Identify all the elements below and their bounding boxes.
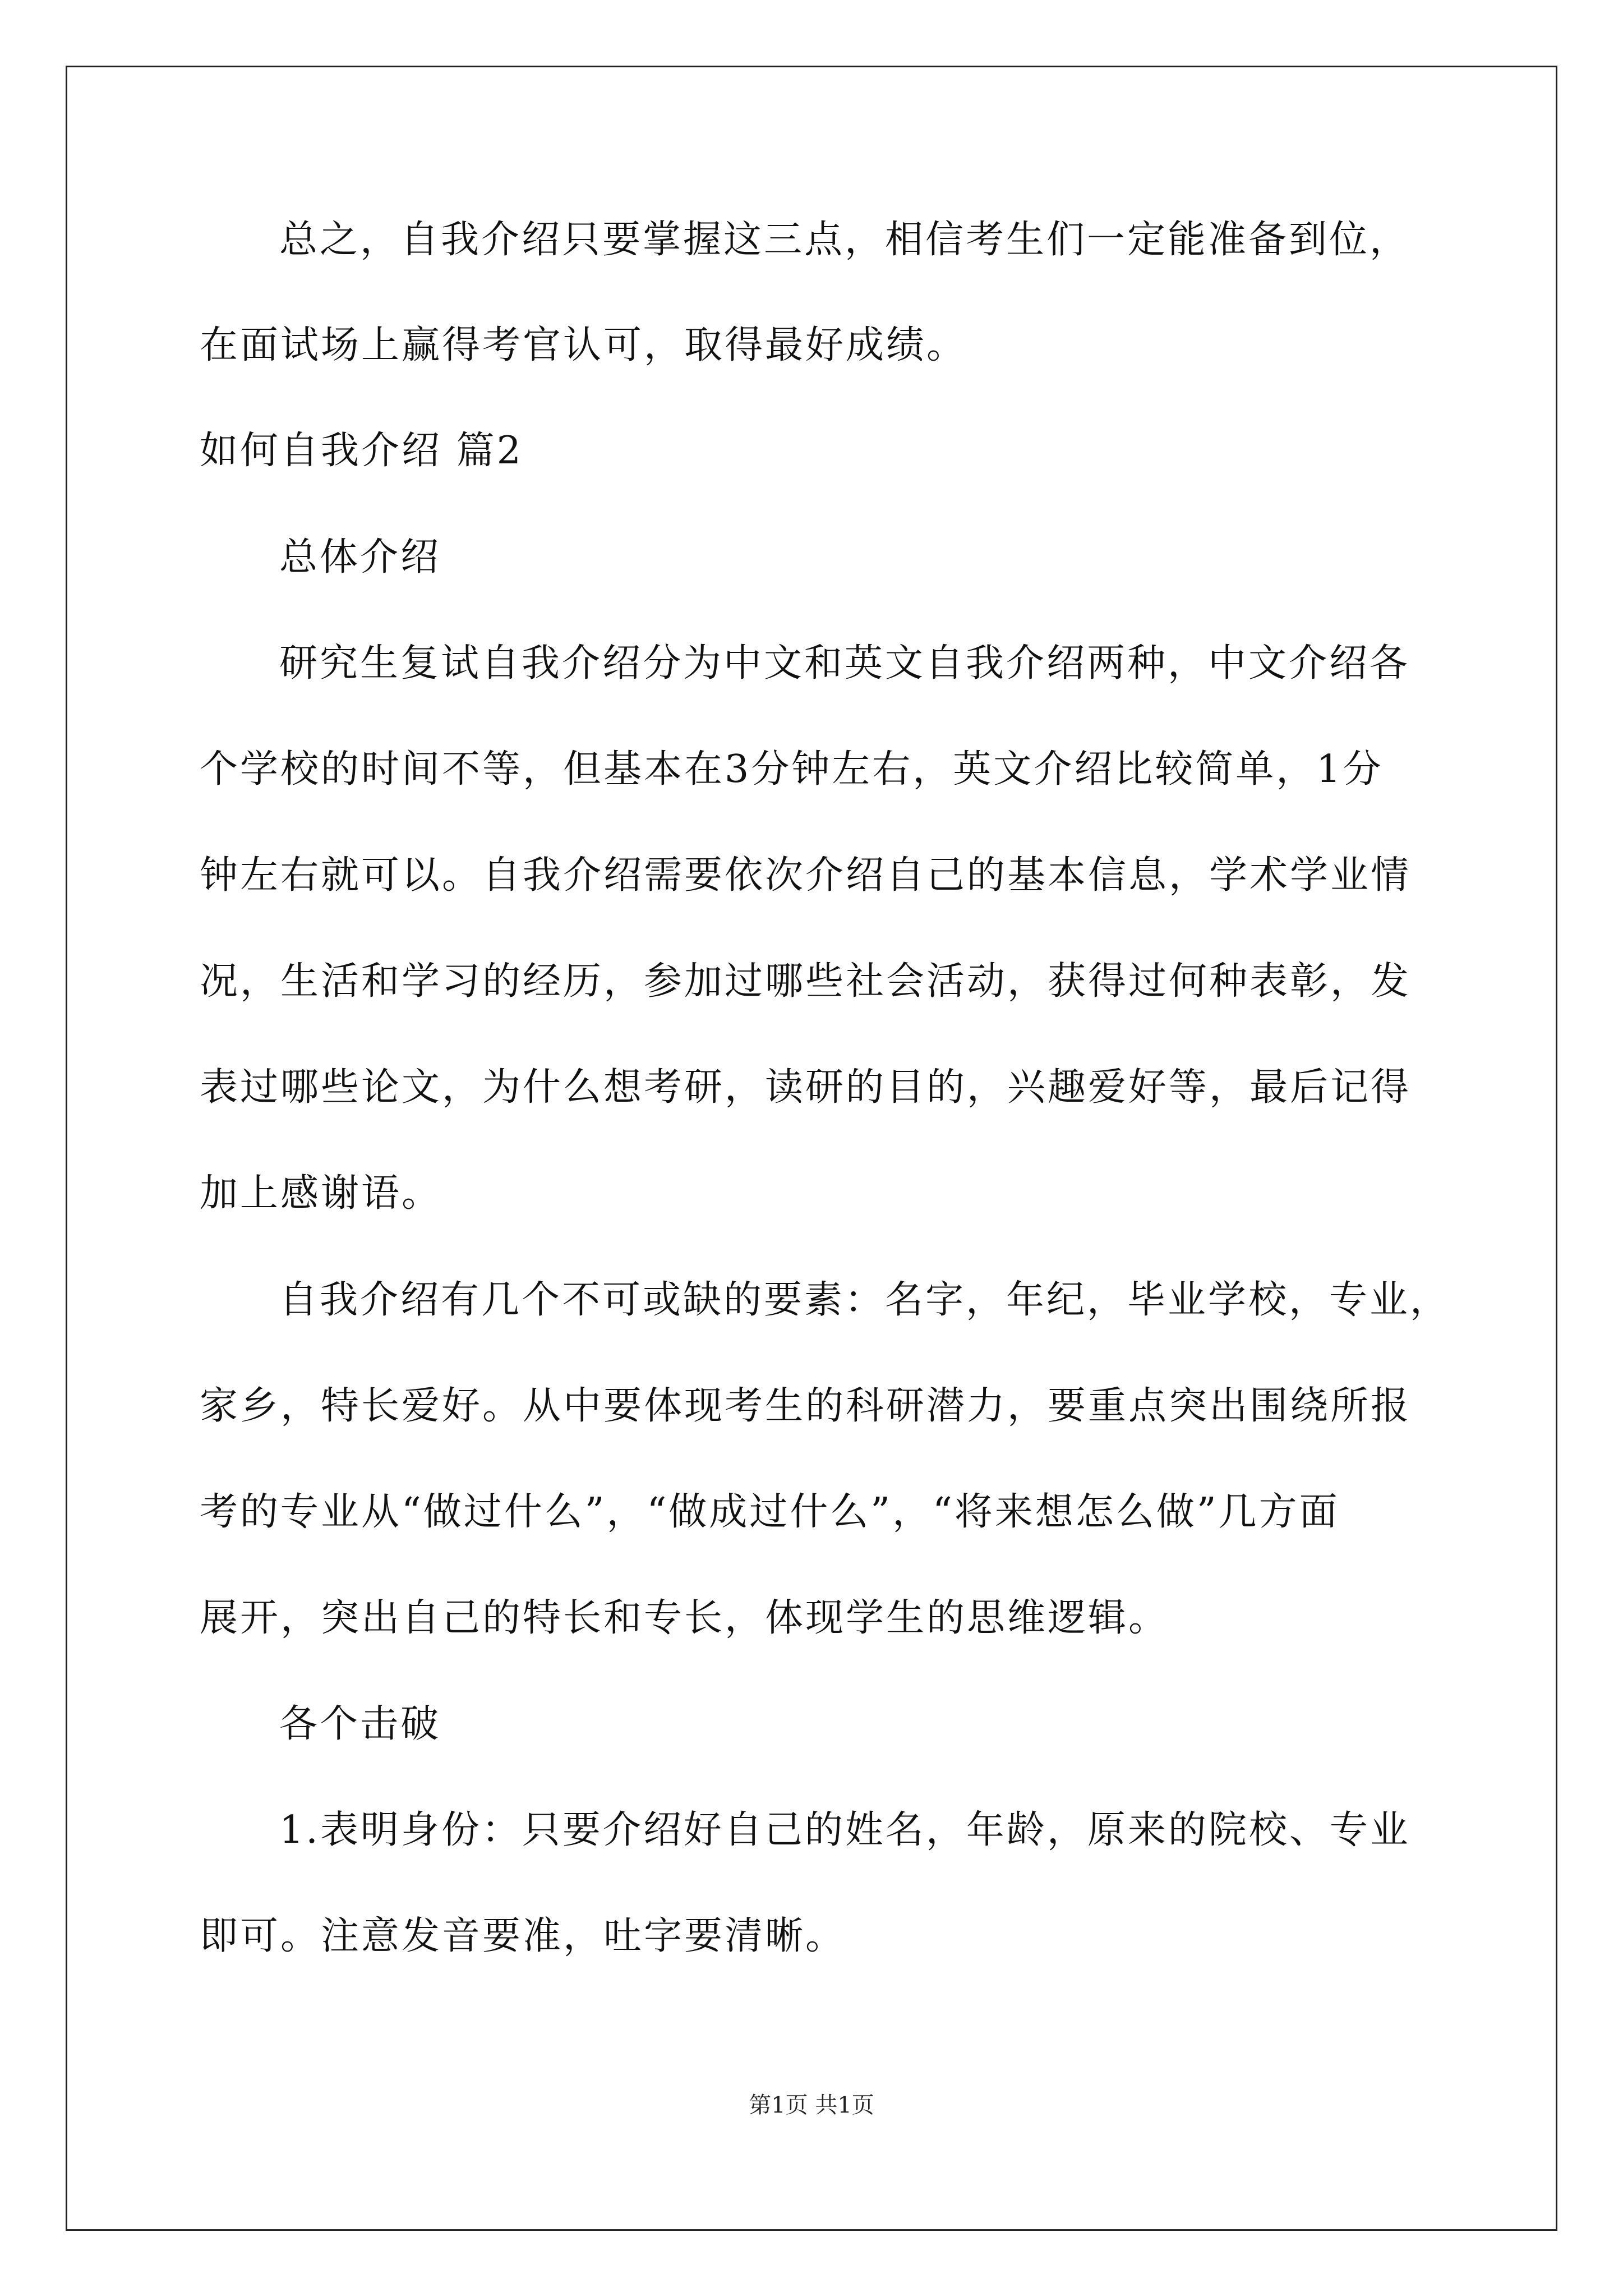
paragraph-line: 研究生复试自我介绍分为中文和英文自我介绍两种，中文介绍各 [279,641,1410,685]
page-number: 第1页 共1页 [749,2092,874,2118]
section-heading: 如何自我介绍 篇2 [200,429,523,473]
paragraph-line: 总之，自我介绍只要掌握这三点，相信考生们一定能准备到位， [279,218,1410,262]
paragraph-line: 自我介绍有几个不可或缺的要素：名字，年纪，毕业学校，专业， [279,1278,1451,1322]
paragraph-line: 表过哪些论文，为什么想考研，读研的目的，兴趣爱好等，最后记得 [200,1065,1412,1110]
subheading: 总体介绍 [279,535,441,579]
paragraph-line: 况，生活和学习的经历，参加过哪些社会活动，获得过何种表彰，发 [200,959,1412,1004]
paragraph-line: 家乡，特长爱好。从中要体现考生的科研潜力，要重点突出围绕所报 [200,1384,1412,1428]
subheading: 各个击破 [279,1702,441,1746]
paragraph-line: 1.表明身份：只要介绍好自己的姓名，年龄，原来的院校、专业 [279,1808,1410,1852]
paragraph-line: 加上感谢语。 [200,1171,442,1216]
paragraph-line: 钟左右就可以。自我介绍需要依次介绍自己的基本信息，学术学业情 [200,853,1412,898]
paragraph-line: 展开，突出自己的特长和专长，体现学生的思维逻辑。 [200,1596,1169,1640]
paragraph-line: 在面试场上赢得考官认可，取得最好成绩。 [200,323,967,367]
paragraph-line: 个学校的时间不等，但基本在3分钟左右，英文介绍比较简单，1分 [200,747,1384,792]
paragraph-line: 考的专业从“做过什么”，“做成过什么”，“将来想怎么做”几方面 [200,1490,1340,1534]
paragraph-line: 即可。注意发音要准，吐字要清晰。 [200,1914,846,1958]
page-border [66,66,1557,2231]
